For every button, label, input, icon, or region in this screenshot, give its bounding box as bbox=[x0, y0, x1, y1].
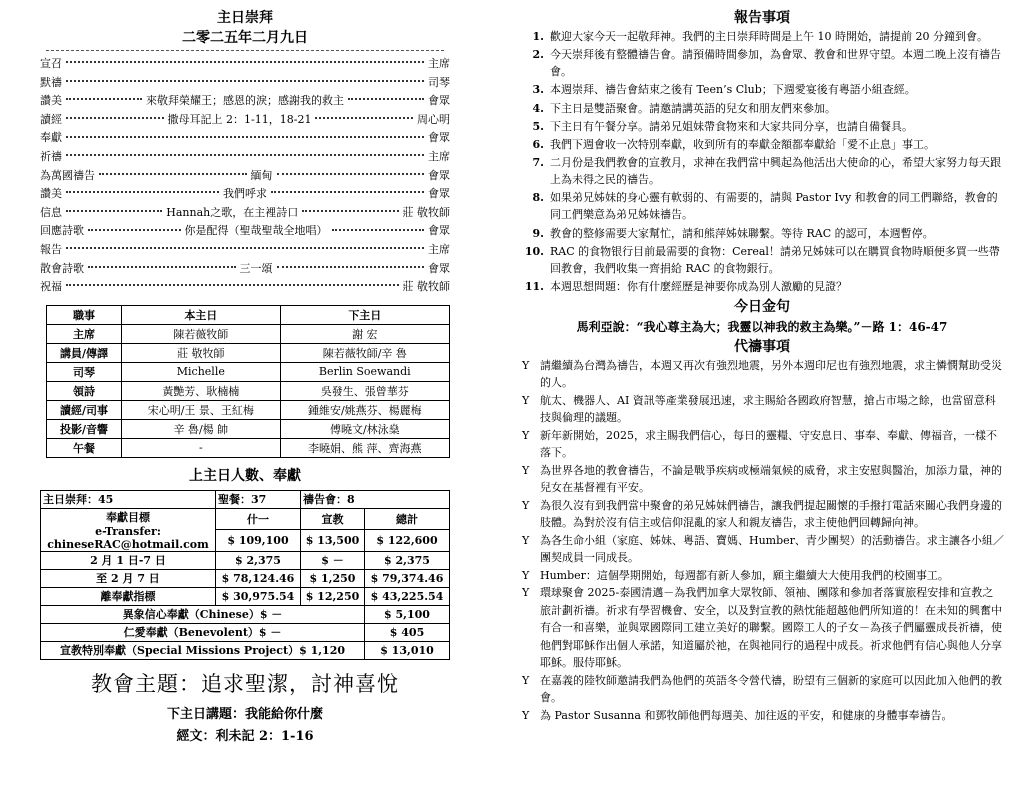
staff-cell: 鍾維安/姚燕芬、楊麗梅 bbox=[280, 400, 449, 419]
prayer-item bbox=[520, 707, 1004, 725]
order-row bbox=[40, 55, 450, 74]
order-row bbox=[40, 204, 450, 223]
etransfer-email: chineseRAC@hotmail.com bbox=[47, 537, 209, 551]
announcement-number: 6. bbox=[532, 137, 544, 151]
order-leader: 會眾 bbox=[428, 187, 450, 201]
staff-cell: 陳若薇牧師/辛 魯 bbox=[280, 343, 449, 362]
announcement-number: 3. bbox=[532, 83, 544, 97]
dotted-leader bbox=[66, 210, 162, 212]
order-row bbox=[40, 222, 450, 241]
staff-role: 主席 bbox=[47, 324, 122, 343]
left-column bbox=[40, 8, 450, 748]
prayer-text: 為世界各地的教會禱告，不論是戰爭疾病或極端氣候的威脅，求主安慰與醫治，加添力量，神的兒女在基督裡有平安。 bbox=[540, 463, 1002, 495]
announcement-item bbox=[520, 225, 1004, 242]
order-item: 讀經 bbox=[40, 112, 62, 126]
staff-role: 司琴 bbox=[47, 362, 122, 381]
dotted-leader bbox=[332, 229, 425, 231]
announcement-text: 如果弟兄姊妹的身心靈有軟弱的、有需要的，請與 Pastor Ivy 和教會的同工們聯絡，教會的同工們樂意為弟兄姊妹禱告。 bbox=[550, 191, 998, 222]
prayer-item bbox=[520, 584, 1004, 672]
staff-row bbox=[47, 438, 450, 457]
special-offering-label: 宣教特別奉獻（Special Missions Project）$ 1,120 bbox=[41, 641, 365, 659]
special-offering-total: $ 13,010 bbox=[365, 641, 450, 659]
col-tithe: 什一 bbox=[216, 508, 301, 530]
dotted-leader bbox=[66, 80, 424, 82]
order-row bbox=[40, 111, 450, 130]
next-sermon-topic: 下主日講題：我能給你什麼 bbox=[166, 706, 323, 722]
dotted-leader bbox=[88, 266, 236, 268]
announcement-number: 8. bbox=[532, 191, 544, 205]
announcement-item bbox=[520, 100, 1004, 117]
order-leader: 主席 bbox=[428, 149, 450, 163]
prayer-text: 為各生命小組（家庭、姊妹、粵語、寶媽、Humber、青少團契）的活動禱告。求主讓各小組／團契成員一同成長。 bbox=[540, 533, 1004, 565]
staff-table bbox=[46, 305, 450, 458]
order-detail: Hannah之歌，在主裡詩口 bbox=[166, 205, 299, 219]
dotted-leader bbox=[277, 173, 425, 175]
order-item: 宣召 bbox=[40, 57, 62, 70]
announcement-number: 10. bbox=[524, 244, 544, 258]
staff-cell: Berlin Soewandi bbox=[280, 362, 449, 381]
announcement-number: 4. bbox=[532, 101, 544, 115]
order-item: 奉獻 bbox=[40, 131, 62, 145]
announcement-item bbox=[520, 81, 1004, 98]
announcement-item bbox=[520, 136, 1004, 153]
prayer-text: 為 Pastor Susanna 和鄧牧師他們每週美、加往返的平安，和健康的身體事奉禱告。 bbox=[540, 708, 953, 722]
staff-cell: 黃艷芳、耿楠楠 bbox=[122, 381, 281, 400]
prayer-item bbox=[520, 567, 1004, 585]
benevolent-offering-label: 仁愛奉獻（Benevolent）$ － bbox=[41, 623, 365, 641]
dotted-leader bbox=[66, 284, 399, 286]
staff-cell: 傅曉文/林泳燊 bbox=[280, 419, 449, 438]
announcement-text: 下主日是雙語聚會。請邀請講英語的兒女和朋友們來參加。 bbox=[550, 101, 836, 115]
order-detail: 來敬拜榮耀王；感恩的淚；感謝我的救主 bbox=[146, 94, 344, 108]
prayer-item bbox=[520, 392, 1004, 427]
todate-mission: $ 1,250 bbox=[300, 569, 364, 587]
announcement-number: 1. bbox=[532, 30, 544, 43]
order-leader: 主席 bbox=[428, 57, 450, 70]
order-leader: 司琴 bbox=[428, 75, 450, 89]
prayer-item bbox=[520, 497, 1004, 532]
announcement-item bbox=[520, 118, 1004, 135]
prayer-item bbox=[520, 427, 1004, 462]
staff-header-cell: 職事 bbox=[47, 305, 122, 324]
todate-label: 至 2 月 7 日 bbox=[41, 569, 216, 587]
church-theme: 教會主題：追求聖潔，討神喜悅 bbox=[91, 671, 399, 696]
col-total: 總計 bbox=[365, 508, 450, 530]
announcement-number: 2. bbox=[532, 48, 544, 62]
staff-header-cell: 本主日 bbox=[122, 305, 281, 324]
staff-header-cell: 下主日 bbox=[280, 305, 449, 324]
dotted-leader bbox=[302, 210, 398, 212]
prayer-bullet: Y bbox=[522, 393, 530, 407]
order-item: 報告 bbox=[40, 242, 62, 256]
announcement-number: 5. bbox=[532, 119, 544, 133]
staff-row bbox=[47, 419, 450, 438]
order-leader: 周心明 bbox=[417, 112, 451, 126]
order-row bbox=[40, 148, 450, 167]
order-row bbox=[40, 260, 450, 279]
chinese-offering-total: $ 5,100 bbox=[365, 605, 450, 623]
order-row bbox=[40, 185, 450, 204]
prayer-bullet: Y bbox=[522, 428, 530, 442]
benevolent-offering-total: $ 405 bbox=[365, 623, 450, 641]
order-item: 讚美 bbox=[40, 187, 62, 201]
order-detail: 三一頌 bbox=[239, 261, 273, 275]
verse-title: 今日金句 bbox=[734, 298, 790, 315]
week-total: $ 2,375 bbox=[365, 551, 450, 569]
prayer-item bbox=[520, 672, 1004, 707]
dotted-leader bbox=[66, 154, 424, 156]
staff-cell: 辛 魯/楊 帥 bbox=[122, 419, 281, 438]
order-row bbox=[40, 167, 450, 186]
dotted-leader bbox=[66, 191, 219, 193]
gap-tithe: $ 30,975.54 bbox=[216, 587, 301, 605]
chinese-offering-label: 異象信心奉獻（Chinese）$ － bbox=[41, 605, 365, 623]
prayer-item bbox=[520, 357, 1004, 392]
order-leader: 會眾 bbox=[428, 131, 450, 145]
order-leader: 會眾 bbox=[428, 94, 450, 108]
order-leader: 會眾 bbox=[428, 224, 450, 238]
prayer-text: 航太、機器人、AI 資訊等產業發展迅速，求主賜給各國政府智慧，搶占市場之餘，也當留意科技與倫理的議題。 bbox=[540, 393, 996, 425]
prayer-bullet: Y bbox=[522, 498, 530, 512]
staff-cell: 宋心明/王 景、王紅梅 bbox=[122, 400, 281, 419]
staff-header-row bbox=[47, 305, 450, 324]
gap-label: 離奉獻指標 bbox=[41, 587, 216, 605]
goal-mission: $ 13,500 bbox=[300, 530, 364, 552]
staff-cell: 謝 宏 bbox=[280, 324, 449, 343]
order-leader: 會眾 bbox=[428, 261, 450, 275]
week-label: 2 月 1 日-7 日 bbox=[41, 551, 216, 569]
gap-total: $ 43,225.54 bbox=[365, 587, 450, 605]
announcement-text: RAC 的食物银行目前最需要的食物：Cereal！請弟兄姊妹可以在購買食物時順便多買一些帶回教會，我們收集一齊捐給 RAC 的食物銀行。 bbox=[550, 244, 1000, 275]
next-sermon-scripture: 經文：利未記 2：1-16 bbox=[176, 728, 314, 744]
prayer-text: 在嘉義的陸牧師邀請我們為他們的英語冬令營代禱，盼望有三個新的家庭可以因此加入他們的教會。 bbox=[540, 673, 1002, 705]
prayer-title: 代禱事項 bbox=[734, 338, 790, 355]
order-leader: 莊 敬牧師 bbox=[402, 280, 450, 294]
prayer-bullet: Y bbox=[522, 463, 530, 477]
prayer-text: 為很久沒有到我們當中聚會的弟兄姊妹們禱告，讓我們提起關懷的手撥打電話來關心我們身邊的肢體。為對於沒有信主或信仰混亂的家人和親友禱告，求主使他們回轉歸向神。 bbox=[540, 498, 1002, 530]
order-of-service bbox=[40, 55, 450, 297]
announcement-number: 7. bbox=[532, 156, 544, 170]
staff-role: 讀經/司事 bbox=[47, 400, 122, 419]
announcement-item bbox=[520, 46, 1004, 80]
announcement-text: 我們下週會收一次特別奉獻，收到所有的奉獻金額都奉獻給「愛不止息」事工。 bbox=[550, 137, 935, 151]
dotted-leader bbox=[66, 117, 164, 119]
prayer-bullet: Y bbox=[522, 568, 530, 582]
right-column bbox=[520, 8, 1004, 724]
staff-role: 講員/傳譯 bbox=[47, 343, 122, 362]
dotted-leader bbox=[66, 136, 424, 138]
divider bbox=[46, 50, 444, 51]
announcement-text: 今天崇拜後有整體禱告會。請預備時間參加，為會眾、教會和世界守望。本週二晚上沒有禱告會。 bbox=[550, 48, 1001, 79]
staff-row bbox=[47, 343, 450, 362]
announcement-item bbox=[520, 189, 1004, 223]
dotted-leader bbox=[66, 98, 142, 100]
announcement-text: 歡迎大家今天一起敬拜神。我們的主日崇拜時間是上午 10 時開始，請提前 20 分鐘到會。 bbox=[550, 30, 988, 43]
dotted-leader bbox=[66, 61, 424, 63]
goal-total: $ 122,600 bbox=[365, 530, 450, 552]
prayer-list bbox=[520, 357, 1004, 725]
announcement-number: 9. bbox=[532, 226, 544, 240]
order-row bbox=[40, 74, 450, 93]
order-leader: 莊 敬牧師 bbox=[402, 205, 450, 219]
goal-tithe: $ 109,100 bbox=[216, 530, 301, 552]
dotted-leader bbox=[66, 247, 424, 249]
week-mission: $ － bbox=[300, 551, 364, 569]
staff-cell: - bbox=[122, 438, 281, 457]
communion-count: 聖餐：37 bbox=[216, 490, 301, 508]
prayer-item bbox=[520, 532, 1004, 567]
worship-count: 主日崇拜：45 bbox=[41, 490, 216, 508]
order-item: 祝福 bbox=[40, 280, 62, 294]
order-row bbox=[40, 241, 450, 260]
staff-row bbox=[47, 324, 450, 343]
order-item: 祈禱 bbox=[40, 149, 62, 163]
prayer-bullet: Y bbox=[522, 533, 530, 547]
order-item: 為萬國禱告 bbox=[40, 168, 95, 182]
announcement-item bbox=[520, 243, 1004, 277]
todate-total: $ 79,374.46 bbox=[365, 569, 450, 587]
service-title: 主日崇拜 bbox=[217, 10, 273, 26]
dotted-leader bbox=[348, 98, 424, 100]
attendance-table bbox=[40, 490, 450, 660]
order-detail: 我們呼求 bbox=[223, 187, 267, 201]
prayer-text: 新年新開始，2025，求主賜我們信心，每日的靈糧、守安息日、事奉、奉獻、傳福音，一樣不落下。 bbox=[540, 428, 997, 460]
offering-goal-label: 奉獻目標 bbox=[106, 510, 150, 524]
announcement-text: 下主日有午餐分享。請弟兄姐妹帶食物來和大家共同分享，也請自備餐具。 bbox=[550, 119, 913, 133]
order-row bbox=[40, 278, 450, 297]
announcement-item bbox=[520, 154, 1004, 188]
prayer-bullet: Y bbox=[522, 673, 530, 687]
staff-cell: 陳若薇牧師 bbox=[122, 324, 281, 343]
order-item: 讚美 bbox=[40, 94, 62, 108]
dotted-leader bbox=[99, 173, 247, 175]
staff-cell: 莊 敬牧師 bbox=[122, 343, 281, 362]
staff-cell: Michelle bbox=[122, 362, 281, 381]
prayer-bullet: Y bbox=[522, 586, 530, 600]
prayer-bullet: Y bbox=[522, 358, 530, 372]
staff-role: 投影/音響 bbox=[47, 419, 122, 438]
dotted-leader bbox=[277, 266, 425, 268]
staff-row bbox=[47, 400, 450, 419]
order-detail: 你是配得（聖哉聖哉全地唱） bbox=[184, 224, 328, 238]
announcement-item bbox=[520, 28, 1004, 45]
order-detail: 撒母耳記上 2：1-11，18-21 bbox=[167, 112, 312, 126]
order-row bbox=[40, 92, 450, 111]
announcement-text: 二月份是我們教會的宣教月，求神在我們當中興起為他活出大使命的心，希望大家努力每天跟上為未得之民的禱告。 bbox=[550, 156, 1001, 187]
order-row bbox=[40, 129, 450, 148]
announcement-text: 本週崇拜、禱告會結束之後有 Teen’s Club；下週愛宴後有粵語小組查經。 bbox=[550, 83, 916, 97]
staff-role: 午餐 bbox=[47, 438, 122, 457]
order-leader: 會眾 bbox=[428, 168, 450, 182]
prayer-text: Humber：這個學期開始，每週都有新人參加，願主繼續大大使用我們的校園事工。 bbox=[540, 568, 949, 582]
announcement-number: 11. bbox=[524, 279, 544, 293]
announcement-text: 本週思想問題：你有什麼經歷是神要你成為別人激勵的見證？ bbox=[550, 279, 847, 293]
announcements-list bbox=[520, 28, 1004, 295]
staff-cell: 李曉娟、熊 萍、齊海燕 bbox=[280, 438, 449, 457]
order-detail: 緬甸 bbox=[250, 168, 273, 182]
announcements-title: 報告事項 bbox=[734, 10, 790, 26]
order-leader: 主席 bbox=[428, 242, 450, 256]
announcement-item bbox=[520, 278, 1004, 295]
offering-goal-cell bbox=[41, 508, 216, 551]
prayer-count: 禱告會：8 bbox=[300, 490, 449, 508]
prayer-bullet: Y bbox=[522, 708, 530, 722]
golden-verse: 馬利亞說：“我心尊主為大；我靈以神我的救主為樂。”－路 1：46-47 bbox=[576, 319, 948, 334]
staff-row bbox=[47, 381, 450, 400]
staff-role: 領詩 bbox=[47, 381, 122, 400]
week-tithe: $ 2,375 bbox=[216, 551, 301, 569]
prayer-text: 環球聚會 2025-泰國清邁－為我們加拿大眾牧師、領袖、團隊和參加者落實旅程安排和宣教之旅計劃祈禱。祈求有學習機會、安全，以及對宣教的熱忱能超越他們所知道的！在未知的興奮中有合一和喜樂，並與眾國際同工建立美好的聯繫。國際工人的子女－為孩子們屬靈成長祈禱，使他們對耶穌作出個人承諾，知道屬於祂，在與祂同行的過程中成長。祈求他們有信心與他人分享耶穌。服侍耶穌。 bbox=[540, 586, 1002, 670]
order-item: 默禱 bbox=[40, 75, 62, 89]
service-date: 二零二五年二月九日 bbox=[182, 30, 308, 46]
col-mission: 宣教 bbox=[300, 508, 364, 530]
todate-tithe: $ 78,124.46 bbox=[216, 569, 301, 587]
order-item: 回應詩歌 bbox=[40, 224, 84, 238]
attendance-title: 上主日人數、奉獻 bbox=[189, 467, 301, 484]
dotted-leader bbox=[88, 229, 181, 231]
etransfer-label: e-Transfer: bbox=[95, 524, 161, 538]
order-item: 信息 bbox=[40, 205, 62, 219]
dotted-leader bbox=[271, 191, 424, 193]
staff-cell: 吳發生、張曾華芬 bbox=[280, 381, 449, 400]
gap-mission: $ 12,250 bbox=[300, 587, 364, 605]
staff-row bbox=[47, 362, 450, 381]
order-item: 散會詩歌 bbox=[40, 261, 84, 275]
dotted-leader bbox=[315, 117, 413, 119]
announcement-text: 教會的整修需要大家幫忙，請和熊萍姊妹聯繫。等待 RAC 的認可，本週暫停。 bbox=[550, 226, 934, 240]
prayer-item bbox=[520, 462, 1004, 497]
prayer-text: 請繼續為台灣為禱告，本週又再次有強烈地震，另外本週印尼也有強烈地震，求主憐憫幫助受災的人。 bbox=[540, 358, 1002, 390]
